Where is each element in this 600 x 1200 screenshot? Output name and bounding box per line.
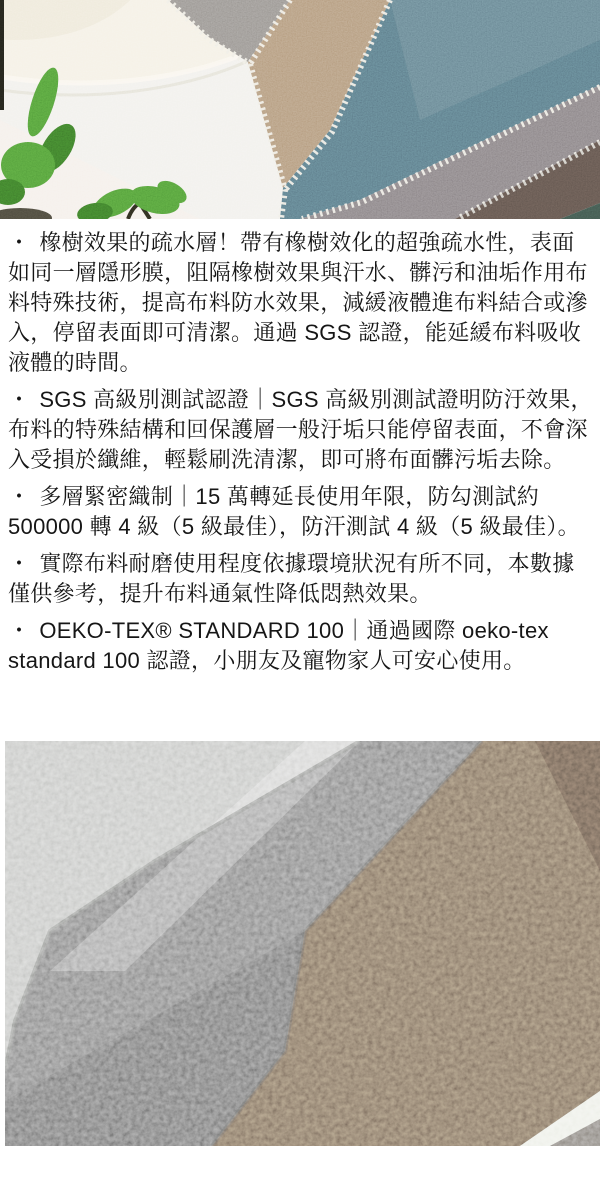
feature-text: 多層緊密織制｜15 萬轉延長使用年限，防勾測試約 500000 轉 4 級（5 級最佳），防汗測試 4 級（5 級最佳）。 [8,484,580,539]
fabric-closeup-photo [5,741,600,1146]
feature-item [8,385,593,475]
bullet-dot: ・ [8,551,31,576]
feature-list [0,219,600,676]
bullet-dot: ・ [8,230,31,255]
bullet-dot: ・ [8,387,31,412]
feature-text: 實際布料耐磨使用程度依據環境狀況有所不同，本數據僅供參考，提升布料通氣性降低悶熱效果。 [8,551,575,606]
bullet-dot: ・ [8,484,31,509]
feature-item [8,228,593,378]
feature-item [8,616,593,676]
feature-item [8,482,593,542]
feature-text: OEKO-TEX® STANDARD 100｜通過國際 oeko-tex standard 100 認證，小朋友及寵物家人可安心使用。 [8,618,549,673]
feature-text: SGS 高級別測試認證｜SGS 高級別測試證明防汙效果，布料的特殊結構和回保護層一般汙垢只能停留表面，不會深入受損於纖維，輕鬆刷洗清潔，即可將布面髒污垢去除。 [8,387,593,472]
bullet-dot: ・ [8,618,31,643]
feature-text: 橡樹效果的疏水層！帶有橡樹效化的超強疏水性，表面如同一層隱形膜，阻隔橡樹效果與汗水、髒污和油垢作用布料特殊技術，提高布料防水效果，減緩液體進布料結合或滲入，停留表面即可清潔。通過 SGS 認證，能延緩布料吸收液體的時間。 [8,230,588,375]
feature-item [8,549,593,609]
hero-fabric-photo [0,0,600,219]
